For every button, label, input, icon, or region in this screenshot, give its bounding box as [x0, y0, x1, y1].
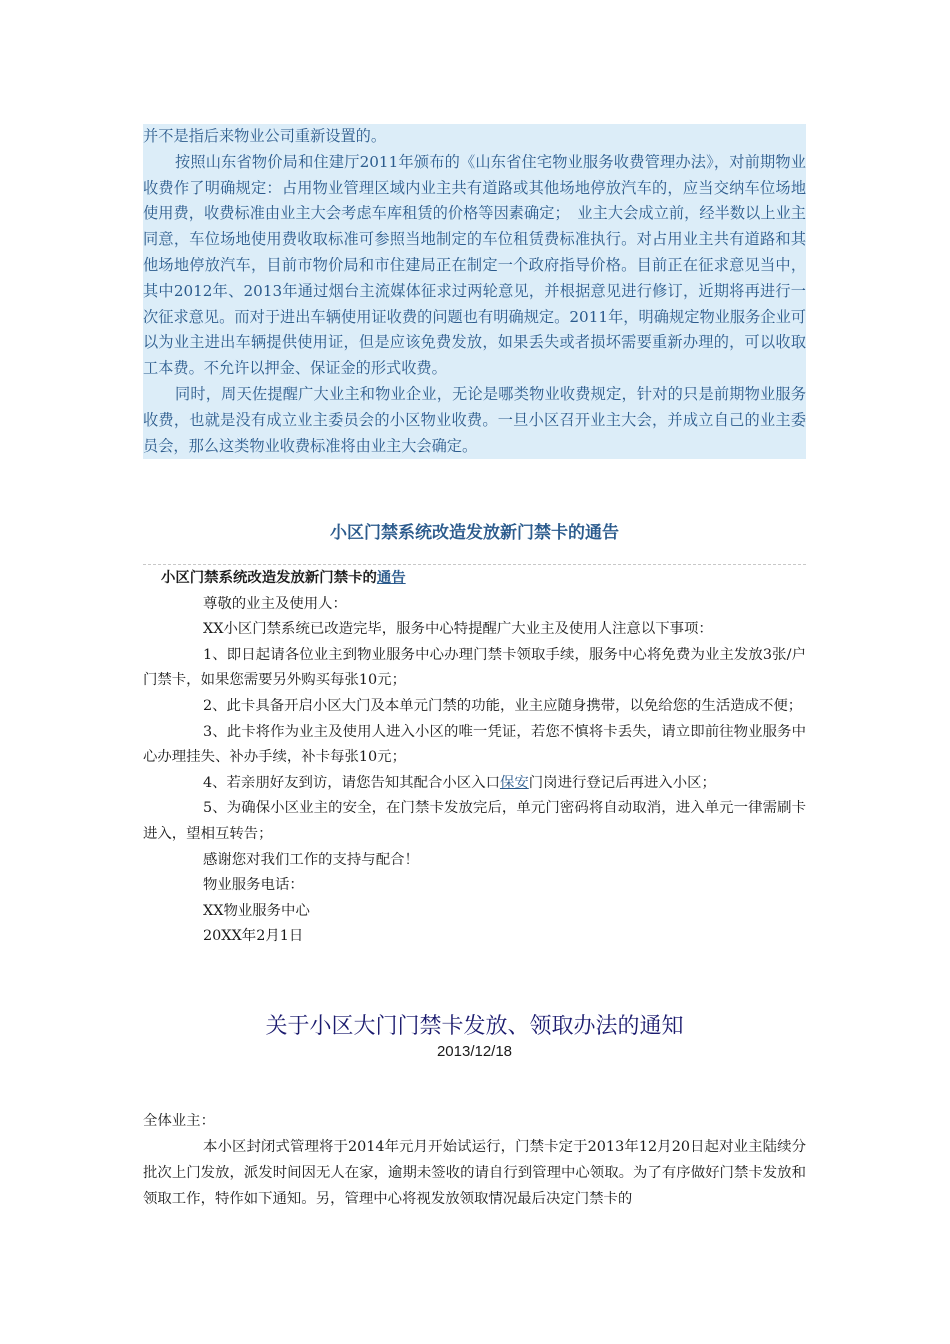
notice-title: 小区门禁系统改造发放新门禁卡的通告 [330, 523, 619, 543]
paragraph: 按照山东省物价局和住建厅2011年颁布的《山东省住宅物业服务收费管理办法》，对前期物业收费作了明确规定：占用物业管理区域内业主共有道路或其他场地停放汽车的，应当交纳车位场地使用费，收费标准由业主大会考虑车库租赁的价格等因素确定； 业主大会成立前，经半数以上业主同意，车位场地使用费收取标准可参照当地制定的车位租赁费标准执行。对占用业主共有道路和其他场地停放汽车，目前市物价局和市住建局正在制定一个政府指导价格。目前正在征求意见当中，其中2012年、2013年通过烟台主流媒体征求过两轮意见，并根据意见进行修订，近期将再进行一次征求意见。而对于进出车辆使用证收费的问题也有明确规定。2011年，明确规定物业服务企业可以为业主进出车辆提供使用证，但是应该免费发放，如果丢失或者损坏需要重新办理的，可以收取工本费。不允许以押金、保证金的形式收费。 [143, 152, 806, 378]
salutation: 全体业主： [143, 1113, 215, 1129]
paragraph: 同时，周天佐提醒广大业主和物业企业，无论是哪类物业收费规定，针对的只是前期物业服务收费，也就是没有成立业主委员会的小区物业收费。一旦小区召开业主大会，并成立自己的业主委员会，那么这类物业收费标准将由业主大会确定。 [143, 384, 806, 455]
list-item [143, 771, 806, 797]
signature-org: XX物业服务中心 [203, 902, 310, 919]
list-item: 5、为确保小区业主的安全，在门禁卡发放完后，单元门密码将自动取消，进入单元一律需刷卡进入，望相互转告； [143, 800, 806, 842]
dashed-divider [143, 564, 806, 565]
greeting: 尊敬的业主及使用人： [203, 595, 347, 612]
list-item: 2、此卡具备开启小区大门及本单元门禁的功能，业主应随身携带，以免给您的生活造成不便； [203, 697, 803, 714]
notice-subtitle [143, 566, 806, 592]
list-item: 1、即日起请各位业主到物业服务中心办理门禁卡领取手续，服务中心将免费为业主发放3张/户门禁卡，如果您需要另外购买每张10元； [143, 646, 806, 689]
phone-line: 物业服务电话： [203, 877, 304, 894]
notice-subtitle-text: 小区门禁系统改造发放新门禁卡的 [161, 570, 377, 586]
paragraph: 本小区封闭式管理将于2014年元月开始试运行，门禁卡定于2013年12月20日起对业主陆续分批次上门发放，派发时间因无人在家，逾期未签收的请自行到管理中心领取。为了有序做好门禁卡发放和领取工作，特作如下通知。另，管理中心将视发放领取情况最后决定门禁卡的 [143, 1139, 806, 1207]
item4-text: 4、若亲朋好友到访，请您告知其配合小区入口 [203, 774, 500, 791]
notice2-title: 关于小区大门门禁卡发放、领取办法的通知 [265, 1014, 684, 1039]
paragraph: 并不是指后来物业公司重新设置的。 [143, 127, 386, 145]
notice2-body [143, 1108, 806, 1212]
highlighted-article-block [143, 124, 806, 459]
notice-link[interactable]: 通告 [376, 570, 406, 586]
security-link[interactable]: 保安 [499, 774, 529, 791]
signature-date: 20XX年2月1日 [203, 928, 304, 945]
list-item: 3、此卡将作为业主及使用人进入小区的唯一凭证，若您不慎将卡丢失，请立即前往物业服务中心办理挂失、补办手续，补卡每张10元； [143, 723, 806, 766]
item4-text-end: 门岗进行登记后再进入小区； [528, 774, 716, 791]
notice2-date: 2013/12/18 [436, 1043, 513, 1060]
thanks-line: 感谢您对我们工作的支持与配合！ [203, 851, 419, 868]
notice-body [143, 566, 806, 950]
intro: XX小区门禁系统已改造完毕，服务中心特提醒广大业主及使用人注意以下事项： [203, 621, 713, 638]
